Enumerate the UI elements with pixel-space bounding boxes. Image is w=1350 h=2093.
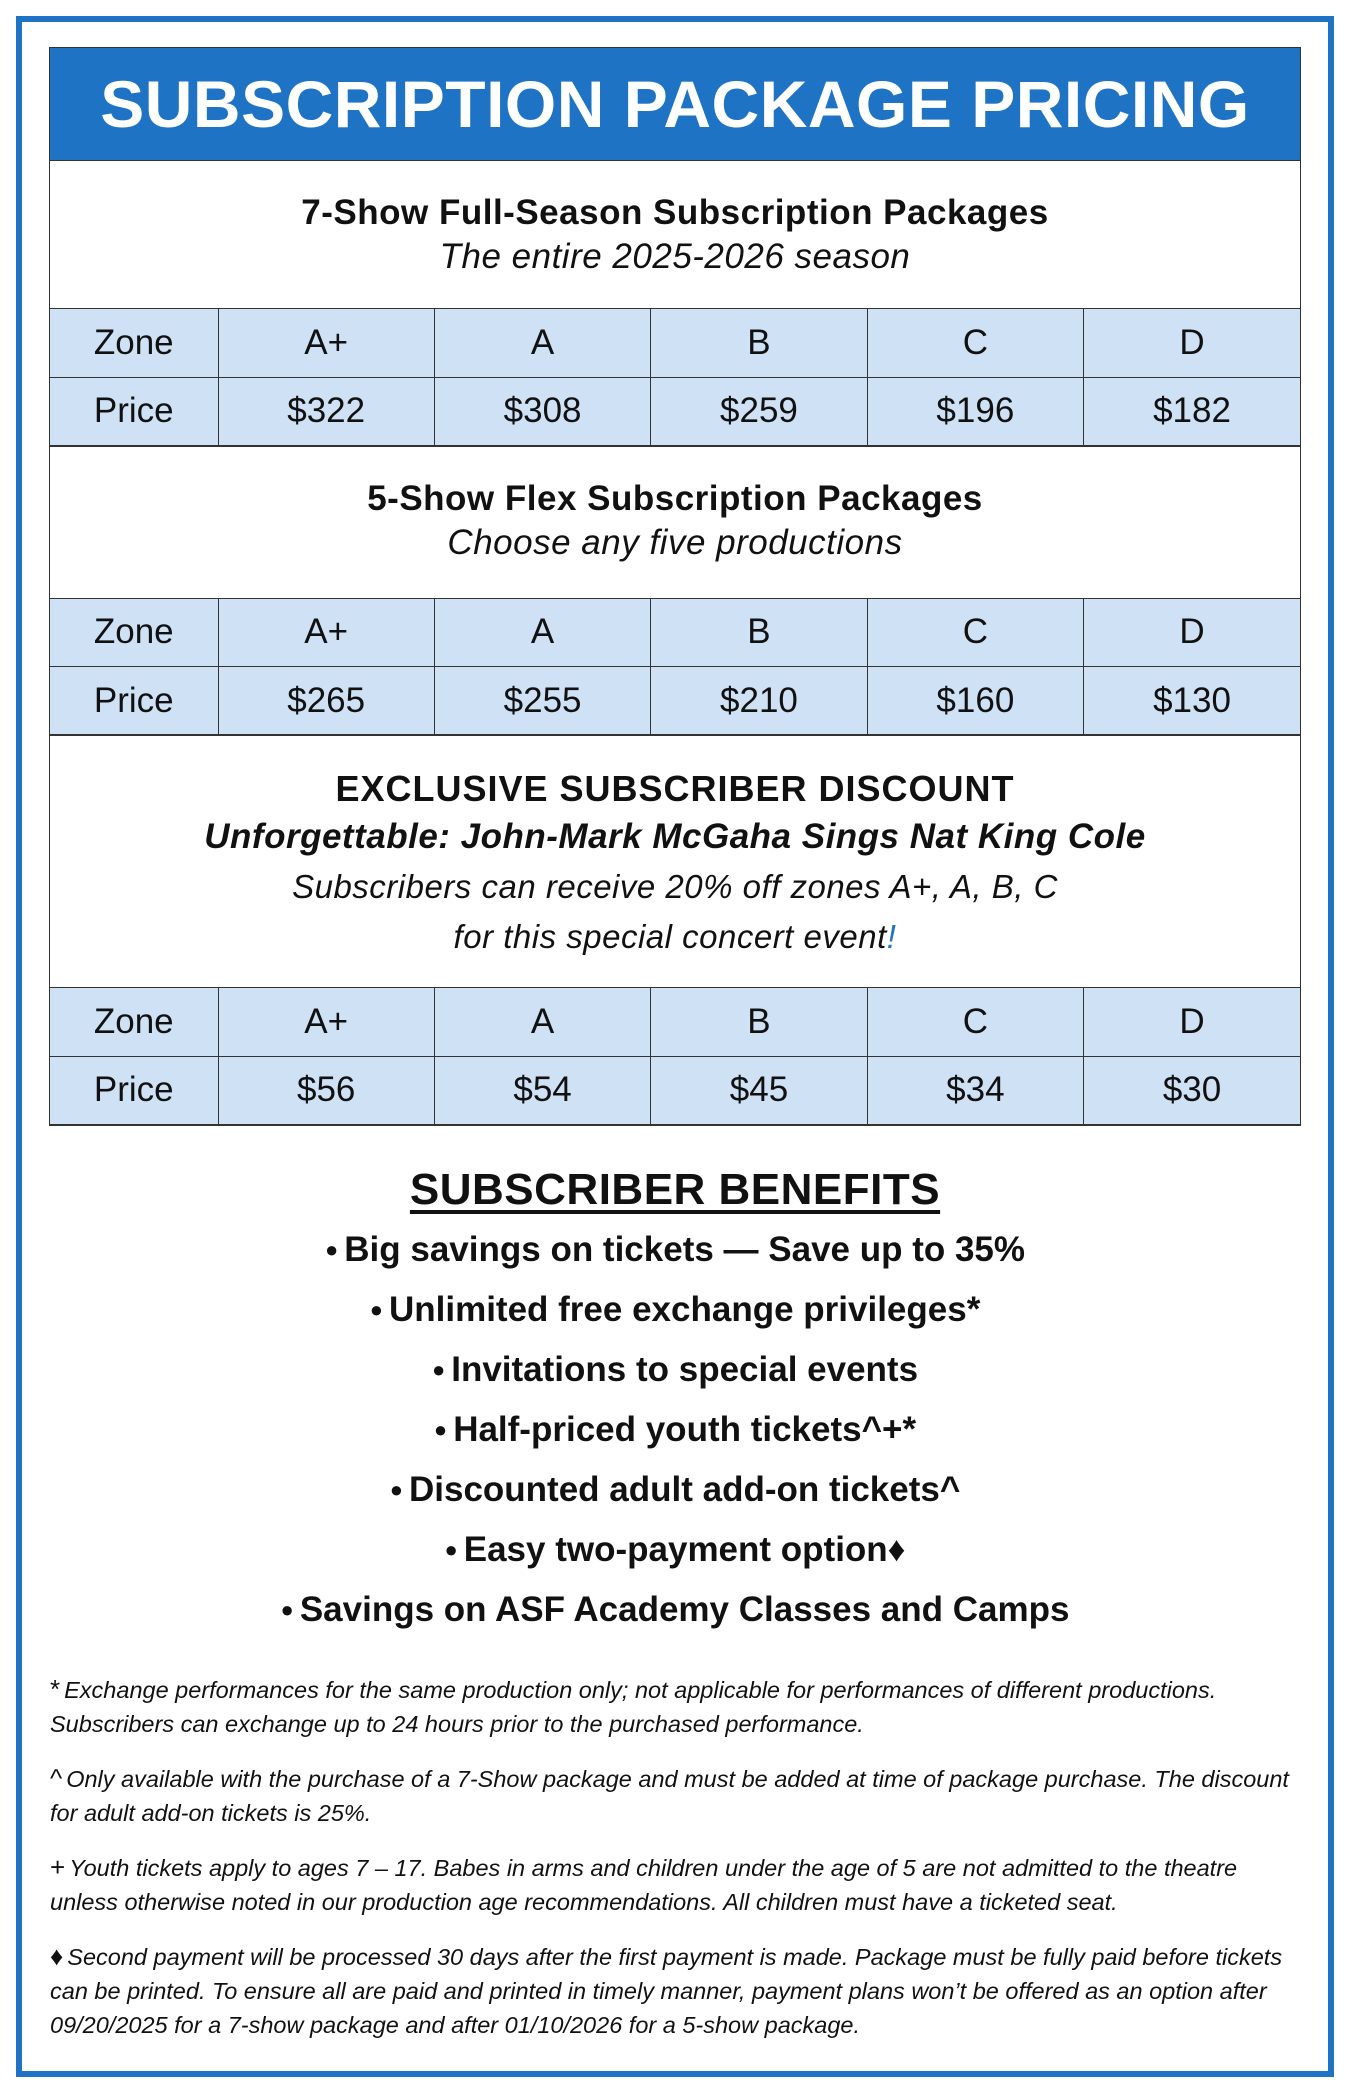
zone-cell: B xyxy=(651,599,867,667)
price-cell: $210 xyxy=(651,667,867,735)
page-title: SUBSCRIPTION PACKAGE PRICING xyxy=(50,48,1300,161)
discount-title: EXCLUSIVE SUBSCRIBER DISCOUNT xyxy=(335,768,1015,809)
pricing-box xyxy=(49,47,1301,1126)
zone-cell: B xyxy=(651,988,867,1056)
footnote-text: Only available with the purchase of a 7-Show package and must be added at time of package purchase. The discount for adult add-on tickets is 25%. xyxy=(50,1766,1289,1826)
discount-header xyxy=(50,736,1300,988)
discount-line-2-text: for this special concert event xyxy=(453,918,887,955)
price-cell: $45 xyxy=(651,1056,867,1124)
benefit-text: Invitations to special events xyxy=(451,1350,919,1389)
footnote-text: Youth tickets apply to ages 7 – 17. Babes in arms and children under the age of 5 are not admitted to the theatre unless otherwise noted in our production age recommendations. All children must have a ticketed seat. xyxy=(50,1855,1238,1915)
benefit-text: Discounted adult add-on tickets^ xyxy=(408,1470,961,1509)
zone-cell: A xyxy=(434,309,650,377)
zone-row xyxy=(50,599,1300,667)
footnotes xyxy=(50,1672,1290,2062)
zone-cell: C xyxy=(867,309,1083,377)
benefit-item xyxy=(49,1580,1301,1640)
benefit-text: Savings on ASF Academy Classes and Camps xyxy=(299,1590,1070,1629)
discount-price-table xyxy=(50,988,1300,1125)
price-label: Price xyxy=(50,667,218,735)
zone-cell: D xyxy=(1084,988,1300,1056)
footnote-text: Second payment will be processed 30 days after the first payment is made. Package must be fully paid before tickets can be printed. To ensure all are paid and printed in timely manner, payment plans won’t be offered as an option after 09/20/2025 for a 7-show package and after 01/10/2026 for a 5-show package. xyxy=(50,1944,1283,2038)
zone-cell: D xyxy=(1084,309,1300,377)
bullet-icon: ● xyxy=(433,1417,448,1442)
bullet-icon: ● xyxy=(444,1537,458,1562)
footnote-mark: + xyxy=(50,1852,66,1882)
price-cell: $255 xyxy=(434,667,650,735)
benefit-text: Unlimited free exchange privileges* xyxy=(388,1290,981,1329)
price-cell: $322 xyxy=(218,377,434,445)
zone-cell: C xyxy=(867,988,1083,1056)
footnote xyxy=(50,1672,1290,1741)
zone-cell: D xyxy=(1084,599,1300,667)
bullet-icon: ● xyxy=(431,1357,446,1382)
discount-line-2 xyxy=(50,912,1300,962)
price-row xyxy=(50,1056,1300,1124)
benefit-text: Half-priced youth tickets^+* xyxy=(453,1410,917,1449)
price-cell: $130 xyxy=(1084,667,1300,735)
footnote xyxy=(50,1761,1290,1830)
benefits-title: SUBSCRIBER BENEFITS xyxy=(409,1165,941,1214)
benefits-section xyxy=(49,1160,1301,1640)
zone-cell: B xyxy=(651,309,867,377)
price-cell: $265 xyxy=(218,667,434,735)
footnote xyxy=(50,1939,1290,2042)
price-cell: $259 xyxy=(651,377,867,445)
price-row xyxy=(50,377,1300,445)
zone-row xyxy=(50,309,1300,377)
full-season-header xyxy=(50,161,1300,309)
bullet-icon: ● xyxy=(280,1597,294,1622)
zone-cell: A+ xyxy=(218,599,434,667)
benefit-item xyxy=(49,1460,1301,1520)
price-cell: $308 xyxy=(434,377,650,445)
bullet-icon: ● xyxy=(324,1237,339,1262)
footnote-text: Exchange performances for the same production only; not applicable for performances of different productions. Subscribers can exchange up to 24 hours prior to the purchased performance. xyxy=(50,1677,1217,1737)
footnote-mark: ♦ xyxy=(50,1941,64,1971)
zone-cell: A+ xyxy=(218,988,434,1056)
zone-label: Zone xyxy=(50,599,218,667)
price-cell: $54 xyxy=(434,1056,650,1124)
zone-cell: A+ xyxy=(218,309,434,377)
full-season-subtitle: The entire 2025-2026 season xyxy=(439,237,911,276)
benefit-text: Big savings on tickets — Save up to 35% xyxy=(344,1230,1026,1269)
benefit-item xyxy=(49,1280,1301,1340)
footnote xyxy=(50,1850,1290,1919)
full-season-price-table xyxy=(50,309,1300,447)
benefit-item xyxy=(49,1520,1301,1580)
price-cell: $30 xyxy=(1084,1056,1300,1124)
zone-cell: C xyxy=(867,599,1083,667)
benefit-item xyxy=(49,1220,1301,1280)
discount-line-1: Subscribers can receive 20% off zones A+, A, B, C xyxy=(292,868,1058,905)
bullet-icon: ● xyxy=(369,1297,383,1322)
flex-subtitle: Choose any five productions xyxy=(447,522,903,562)
flex-header xyxy=(50,447,1300,599)
zone-label: Zone xyxy=(50,309,218,377)
price-label: Price xyxy=(50,1056,218,1124)
price-cell: $196 xyxy=(867,377,1083,445)
footnote-mark: ^ xyxy=(50,1763,63,1793)
zone-cell: A xyxy=(434,988,650,1056)
price-row xyxy=(50,667,1300,735)
price-label: Price xyxy=(50,377,218,445)
discount-event: Unforgettable: John-Mark McGaha Sings Nat King Cole xyxy=(204,817,1146,856)
price-cell: $182 xyxy=(1084,377,1300,445)
price-cell: $34 xyxy=(867,1056,1083,1124)
flex-title: 5-Show Flex Subscription Packages xyxy=(367,478,983,518)
full-season-title: 7-Show Full-Season Subscription Packages xyxy=(301,193,1049,232)
zone-cell: A xyxy=(434,599,650,667)
zone-row xyxy=(50,988,1300,1056)
zone-label: Zone xyxy=(50,988,218,1056)
benefit-text: Easy two-payment option♦ xyxy=(463,1530,906,1569)
flex-price-table xyxy=(50,599,1300,737)
price-cell: $160 xyxy=(867,667,1083,735)
discount-line-2-end: ! xyxy=(886,918,897,955)
benefit-item xyxy=(49,1400,1301,1460)
benefit-item xyxy=(49,1340,1301,1400)
bullet-icon: ● xyxy=(389,1477,403,1502)
price-cell: $56 xyxy=(218,1056,434,1124)
footnote-mark: * xyxy=(50,1674,61,1704)
